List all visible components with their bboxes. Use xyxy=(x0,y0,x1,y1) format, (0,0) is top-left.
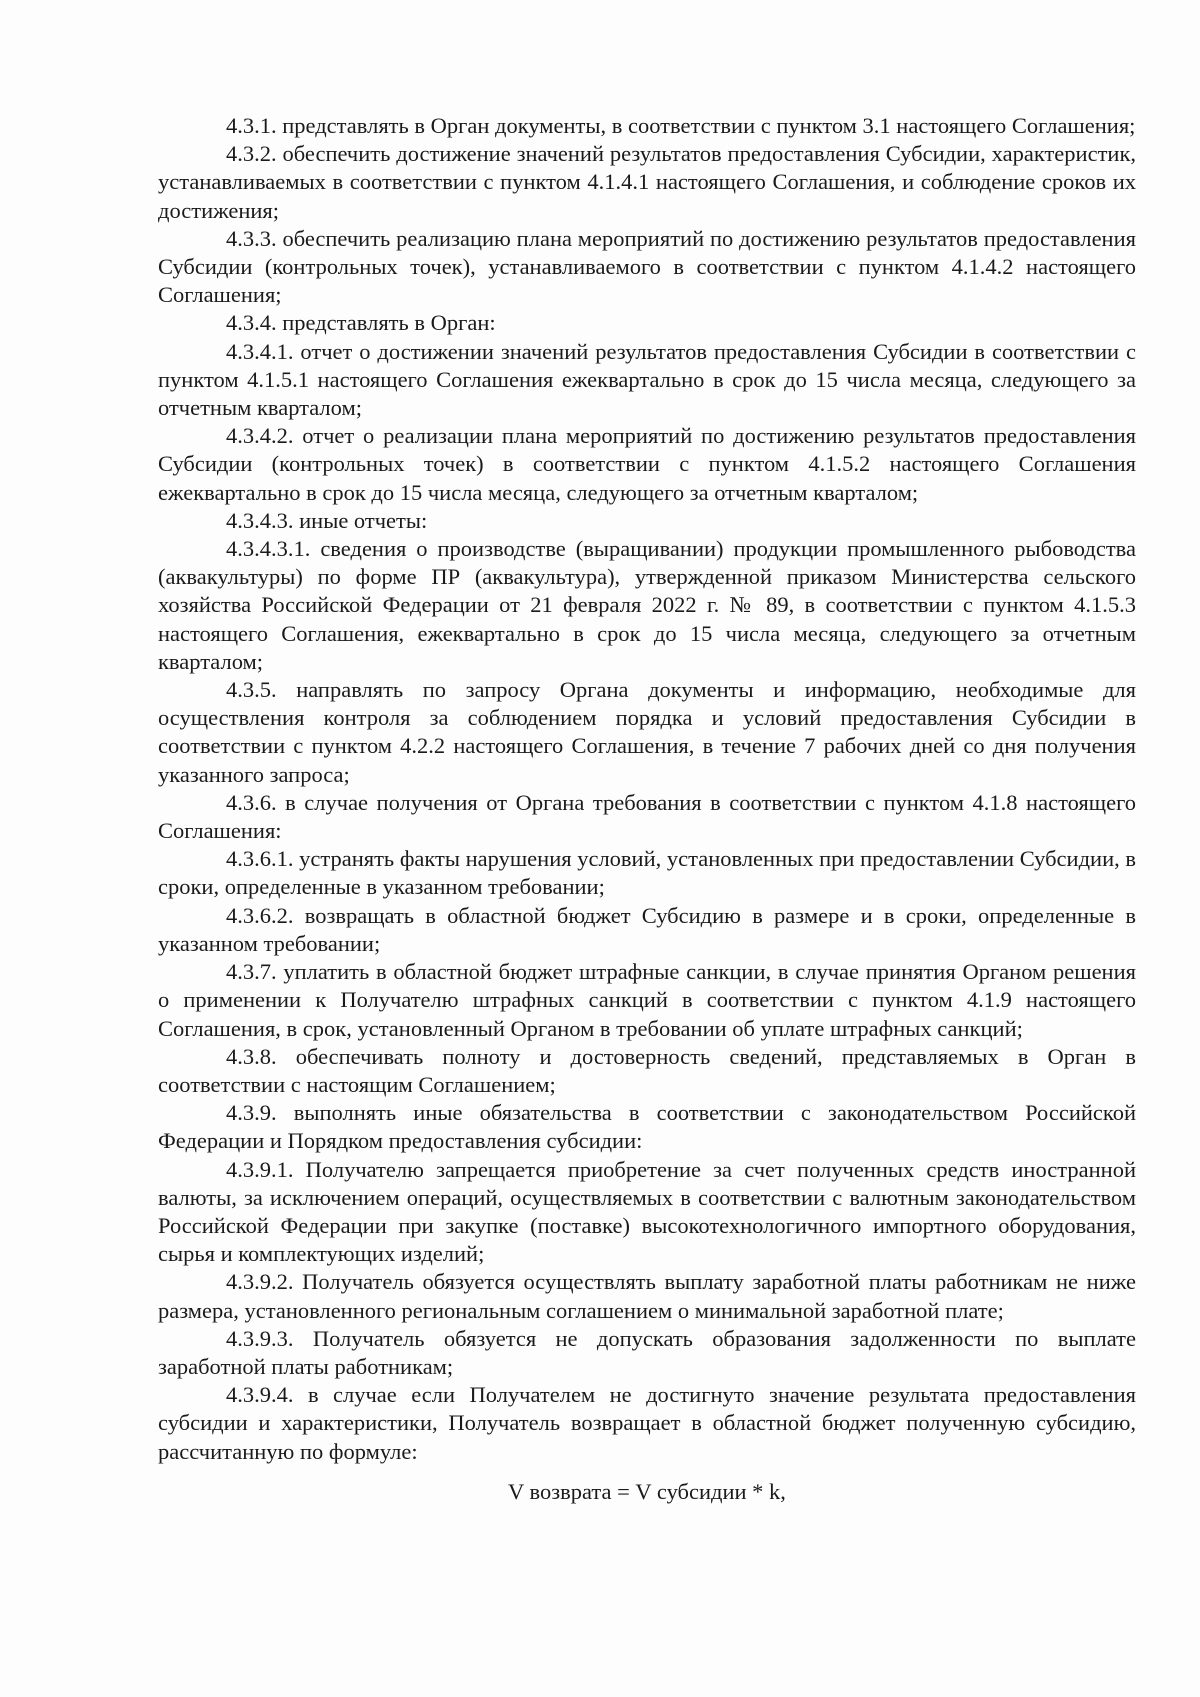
document-body xyxy=(158,112,1136,1506)
paragraph-4-3-9-4: 4.3.9.4. в случае если Получателем не достигнуто значение результата предоставления субсидии и характеристики, Получатель возвращает в областной бюджет полученную субсидию, рассчитанную по формуле: xyxy=(158,1382,1136,1464)
paragraph-4-3-1: 4.3.1. представлять в Орган документы, в соответствии с пунктом 3.1 настоящего Соглашения; xyxy=(226,113,1136,138)
paragraph-4-3-9-3: 4.3.9.3. Получатель обязуется не допускать образования задолженности по выплате заработной платы работникам; xyxy=(158,1325,1136,1379)
paragraph-4-3-4-3: 4.3.4.3. иные отчеты: xyxy=(226,507,428,533)
paragraph-4-3-6-1: 4.3.6.1. устранять факты нарушения условий, установленных при предоставлении Субсидии, в сроки, определенные в указанном требовании; xyxy=(158,846,1136,900)
paragraph-4-3-6-2: 4.3.6.2. возвращать в областной бюджет Субсидию в размере и в сроки, определенные в указанном требовании; xyxy=(158,902,1136,956)
paragraph-4-3-4-3-1: 4.3.4.3.1. сведения о производстве (выращивании) продукции промышленного рыбоводства (аквакультуры) по форме ПР (аквакультура), утвержденной приказом Министерства сельского хозяйства Российской Федерации от 21 февраля 2022 г. № 89, в соответствии с пунктом 4.1.5.3 настоящего Соглашения, ежеквартально в срок до 15 числа месяца, следующего за отчетным кварталом; xyxy=(158,536,1136,674)
paragraph-4-3-9: 4.3.9. выполнять иные обязательства в соответствии с законодательством Российской Федерации и Порядком предоставления субсидии: xyxy=(158,1100,1136,1154)
paragraph-4-3-5: 4.3.5. направлять по запросу Органа документы и информацию, необходимые для осуществления контроля за соблюдением порядка и условий предоставления Субсидии в соответствии с пунктом 4.2.2 настоящего Соглашения, в течение 7 рабочих дней со дня получения указанного запроса; xyxy=(158,677,1136,787)
refund-formula: V возврата = V субсидии * k, xyxy=(508,1478,786,1504)
paragraph-4-3-2: 4.3.2. обеспечить достижение значений результатов предоставления Субсидии, характеристик, устанавливаемых в соответствии с пунктом 4.1.4.1 настоящего Соглашения, и соблюдение сроков их достижения; xyxy=(158,141,1136,223)
paragraph-4-3-4-1: 4.3.4.1. отчет о достижении значений результатов предоставления Субсидии в соответствии с пунктом 4.1.5.1 настоящего Соглашения ежеквартально в срок до 15 числа месяца, следующего за отчетным кварталом; xyxy=(158,338,1136,421)
paragraph-4-3-8: 4.3.8. обеспечивать полноту и достоверность сведений, представляемых в Орган в соответствии с настоящим Соглашением; xyxy=(158,1043,1136,1097)
paragraph-4-3-9-2: 4.3.9.2. Получатель обязуется осуществлять выплату заработной платы работникам не ниже размера, установленного региональным соглашением о минимальной заработной плате; xyxy=(158,1269,1136,1323)
paragraph-4-3-9-1: 4.3.9.1. Получателю запрещается приобретение за счет полученных средств иностранной валюты, за исключением операций, осуществляемых в соответствии с валютным законодательством Российской Федерации при закупке (поставке) высокотехнологичного импортного оборудования, сырья и комплектующих изделий; xyxy=(158,1156,1136,1267)
paragraph-4-3-4-2: 4.3.4.2. отчет о реализации плана мероприятий по достижению результатов предоставления Субсидии (контрольных точек) в соответствии с пунктом 4.1.5.2 настоящего Соглашения ежеквартально в срок до 15 числа месяца, следующего за отчетным кварталом; xyxy=(158,423,1136,505)
paragraph-4-3-6: 4.3.6. в случае получения от Органа требования в соответствии с пунктом 4.1.8 настоящего Соглашения: xyxy=(158,789,1136,844)
paragraph-4-3-7: 4.3.7. уплатить в областной бюджет штрафные санкции, в случае принятия Органом решения о применении к Получателю штрафных санкций в соответствии с пунктом 4.1.9 настоящего Соглашения, в срок, установленный Органом в требовании об уплате штрафных санкций; xyxy=(158,959,1136,1041)
paragraph-4-3-3: 4.3.3. обеспечить реализацию плана мероприятий по достижению результатов предоставления Субсидии (контрольных точек), устанавливаемого в соответствии с пунктом 4.1.4.2 настоящего Соглашения; xyxy=(158,225,1136,308)
paragraph-4-3-4: 4.3.4. представлять в Орган: xyxy=(226,310,496,336)
